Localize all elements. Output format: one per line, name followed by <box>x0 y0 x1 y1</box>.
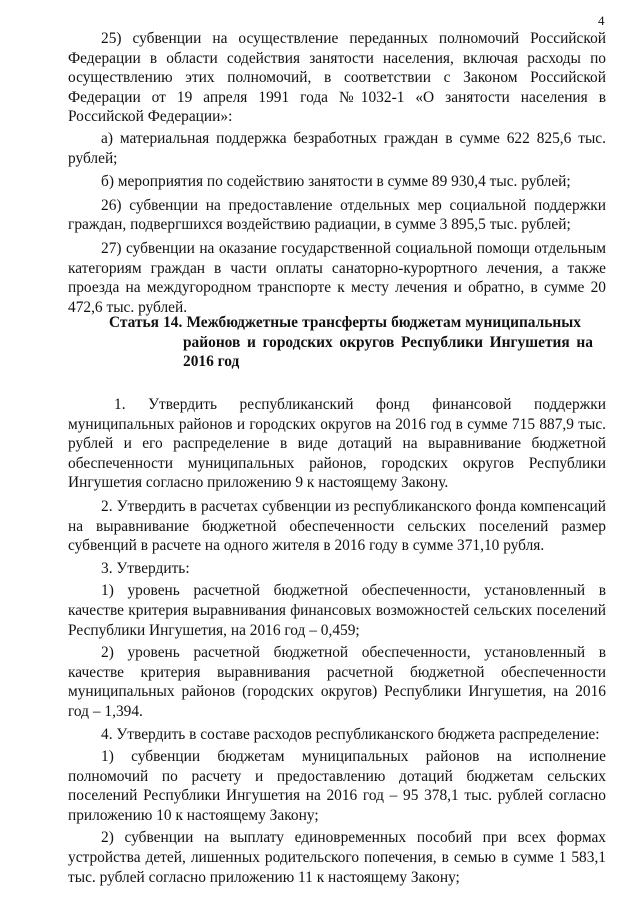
paragraph-26: 26) субвенции на предоставление отдельных мер социальной поддержки граждан, подвергшихся воздействию радиации, в сумме 3 895,5 тыс. рублей; <box>68 196 606 234</box>
paragraph-25b: б) мероприятия по содействию занятости в сумме 89 930,4 тыс. рублей; <box>101 173 571 191</box>
paragraph-2: 2. Утвердить в расчетах субвенции из республиканского фонда компенсаций на выравнивание бюджетной обеспеченности сельских поселений размер субвенций в расчете на одного жителя в 2016 году в сумме 371,10 рубля. <box>68 497 606 555</box>
paragraph-1: 1. Утвердить республиканский фонд финансовой поддержки муниципальных районов и городских округов на 2016 год в сумме 715 887,9 тыс. рублей и его распределение в виде дотаций на выравнивание бюджетной обеспеченности муниципальных районов, городских округов Республики Ингушетия согласно приложению 9 к настоящему Закону. <box>68 396 606 492</box>
article-heading-line-2: районов и городских округов Республики Ингушетия на <box>183 334 593 351</box>
paragraph-27: 27) субвенции на оказание государственной социальной помощи отдельным категориям граждан в части оплаты санаторно-курортного лечения, а также проезда на междугородном транспорте к месту лечения и обратно, в сумме 20 472,6 тыс. рублей. <box>68 239 606 316</box>
paragraph-4: 4. Утвердить в составе расходов республиканского бюджета распределение: <box>101 725 600 743</box>
paragraph-25a: а) материальная поддержка безработных граждан в сумме 622 825,6 тыс. рублей; <box>68 129 606 167</box>
paragraph-4-1: 1) субвенции бюджетам муниципальных районов на исполнение полномочий по расчету и предоставлению дотаций бюджетам сельских поселений Республики Ингушетия на 2016 год – 95 378,1 тыс. рублей согласно приложению 10 к настоящему Закону; <box>68 748 606 824</box>
article-heading-line-1: Статья 14. Межбюджетные трансферты бюджетам муниципальных <box>109 314 581 331</box>
paragraph-3-1: 1) уровень расчетной бюджетной обеспеченности, установленный в качестве критерия выравнивания финансовых возможностей сельских поселений Республики Ингушетия, на 2016 год – 0,459; <box>68 582 606 639</box>
paragraph-3-2: 2) уровень расчетной бюджетной обеспеченности, установленный в качестве критерия выравнивания расчетной бюджетной обеспеченности муниципальных районов (городских округов) Республики Ингушетия, на 2016 год – 1,394. <box>68 644 606 720</box>
paragraph-4-2: 2) субвенции на выплату единовременных пособий при всех формах устройства детей, лишенных родительского попечения, в семью в сумме 1 583,1 тыс. рублей согласно приложению 11 к настоящему Закону; <box>68 829 606 886</box>
article-heading-line-3: 2016 год <box>183 353 240 370</box>
paragraph-3: 3. Утвердить: <box>101 559 190 577</box>
article-13-items <box>68 29 606 317</box>
paragraph-25: 25) субвенции на осуществление переданных полномочий Российской Федерации в области содействия занятости населения, включая расходы по осуществлению этих полномочий, в соответствии с Законом Российской Федерации от 19 апреля 1991 года №1032-1 «О занятости населения в Российской Федерации»: <box>68 30 606 126</box>
page-number: 4 <box>598 13 605 28</box>
article-14-body <box>68 395 606 887</box>
